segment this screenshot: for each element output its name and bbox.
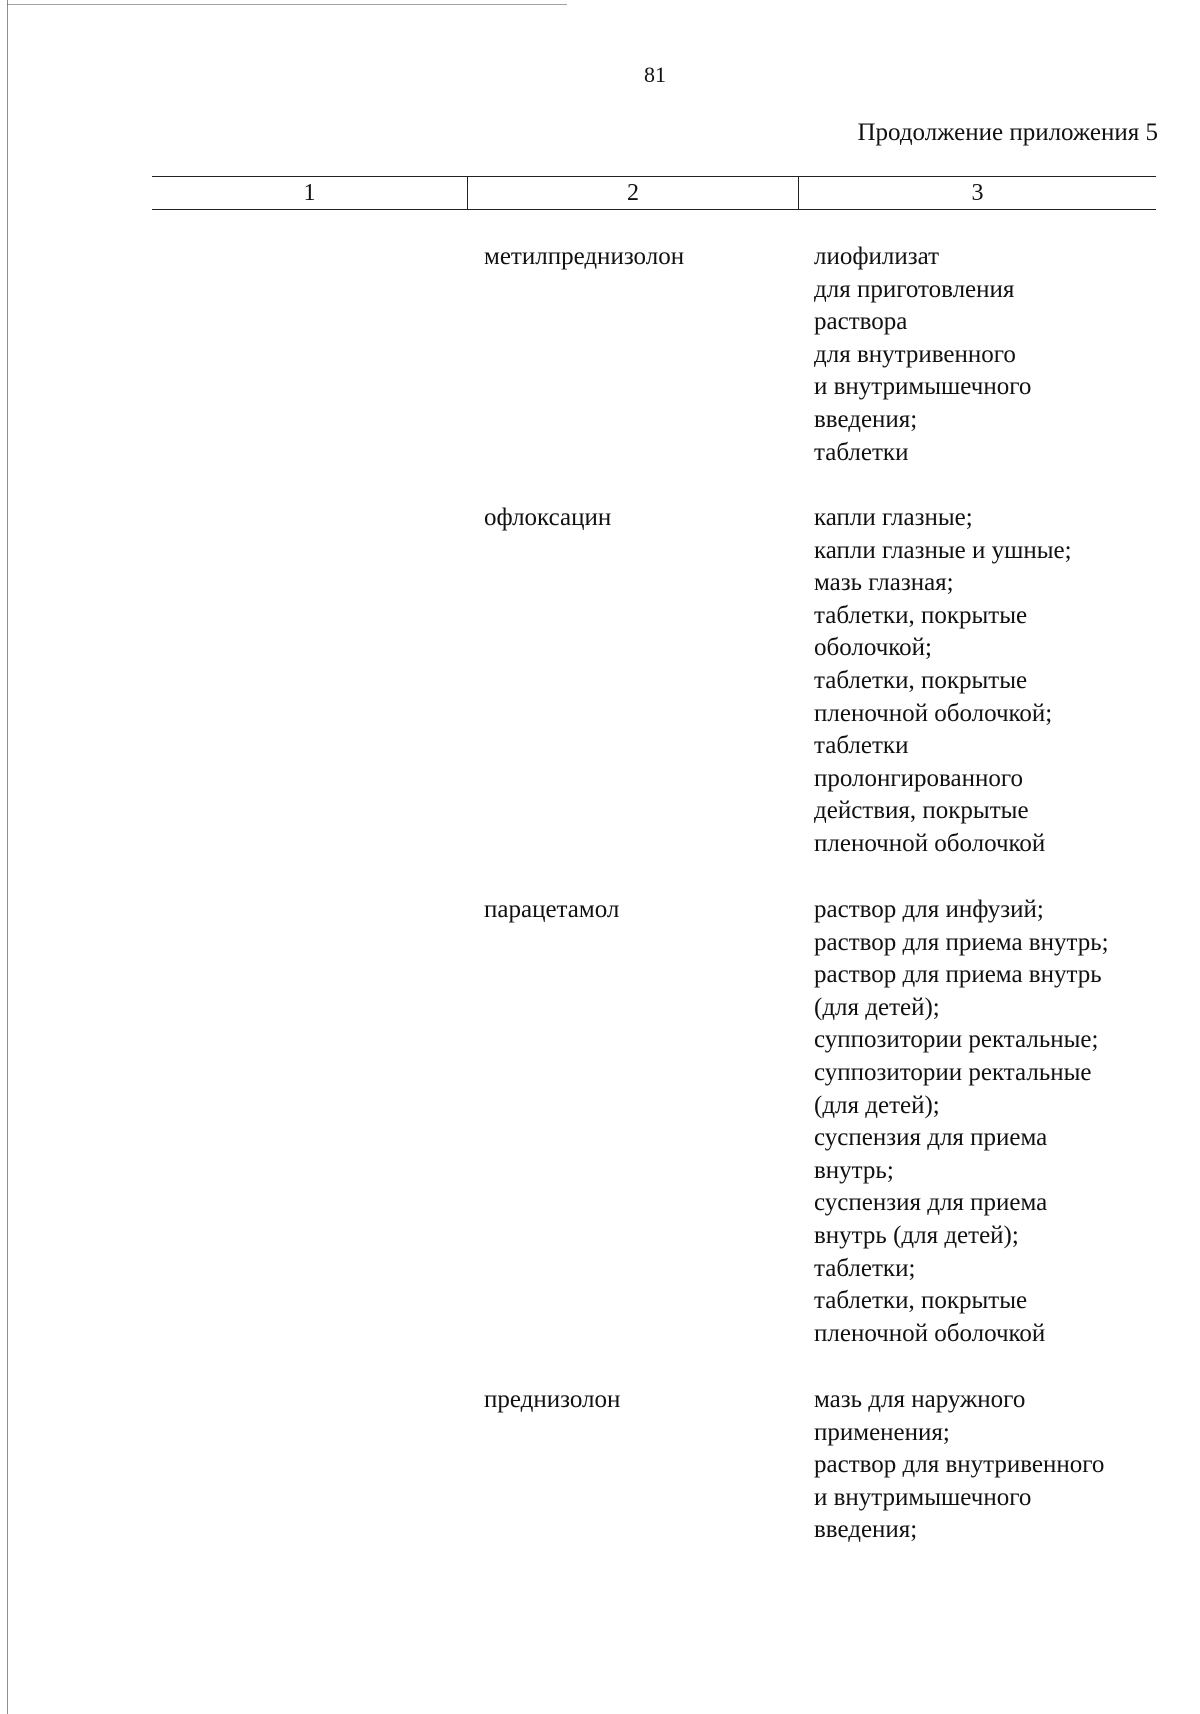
dosage-form: раствор для приема внутрь [814, 961, 1102, 989]
dosage-form: для приготовления [814, 275, 1015, 303]
dosage-form: капли глазные; [814, 504, 973, 531]
dosage-form: мазь для наружного [814, 1386, 1026, 1413]
dosage-form: таблетки [814, 732, 909, 760]
dosage-form: оболочкой; [814, 634, 932, 662]
continuation-label: Продолжение приложения 5 [857, 119, 1158, 146]
dosage-form: внутрь; [814, 1156, 894, 1184]
dosage-form: таблетки; [814, 1254, 916, 1282]
dosage-form: лиофилизат [814, 243, 940, 270]
dosage-form: таблетки, покрытые [814, 666, 1028, 694]
dosage-forms [814, 241, 1031, 469]
dosage-form: раствор для внутривенного [814, 1451, 1105, 1479]
dosage-form: таблетки, покрытые [814, 1287, 1028, 1315]
dosage-form: пленочной оболочкой; [814, 699, 1053, 727]
drug-name: парацетамол [484, 896, 620, 923]
dosage-forms [814, 1384, 1104, 1547]
scan-edge-line [7, 0, 8, 1714]
dosage-form: пленочной оболочкой [814, 829, 1046, 857]
dosage-form: раствор для инфузий; [814, 896, 1044, 923]
dosage-form: внутрь (для детей); [814, 1221, 1019, 1249]
dosage-form: и внутримышечного [814, 1483, 1032, 1511]
dosage-forms [814, 502, 1072, 861]
dosage-form: суспензия для приема [814, 1189, 1048, 1217]
dosage-form: применения; [814, 1418, 950, 1446]
dosage-form: введения; [814, 405, 918, 433]
dosage-form: пленочной оболочкой [814, 1319, 1046, 1347]
dosage-form: суппозитории ректальные; [814, 1026, 1099, 1054]
dosage-form: таблетки, покрытые [814, 601, 1028, 629]
dosage-form: суппозитории ректальные [814, 1058, 1092, 1086]
dosage-form: и внутримышечного [814, 373, 1032, 401]
dosage-form: раствора [814, 308, 908, 336]
dosage-form: раствор для приема внутрь; [814, 928, 1109, 956]
dosage-forms [814, 894, 1109, 1350]
dosage-form: действия, покрытые [814, 797, 1029, 825]
column-header-1: 1 [303, 180, 316, 206]
dosage-form: (для детей); [814, 993, 940, 1021]
drug-name: метилпреднизолон [484, 243, 685, 270]
dosage-form: капли глазные и ушные; [814, 536, 1072, 564]
dosage-form: (для детей); [814, 1091, 940, 1119]
dosage-form: мазь глазная; [814, 569, 954, 597]
column-header-3: 3 [798, 177, 1156, 209]
dosage-form: пролонгированного [814, 764, 1023, 792]
drug-name: преднизолон [484, 1386, 621, 1413]
column-header-2: 2 [467, 177, 798, 209]
dosage-form: таблетки [814, 438, 909, 466]
dosage-form: суспензия для приема [814, 1124, 1048, 1152]
dosage-form: введения; [814, 1516, 918, 1544]
table-header [152, 176, 1156, 210]
drug-name: офлоксацин [484, 504, 612, 531]
scan-top-edge-line [7, 4, 567, 5]
dosage-form: для внутривенного [814, 340, 1016, 368]
page-number: 81 [644, 62, 666, 87]
